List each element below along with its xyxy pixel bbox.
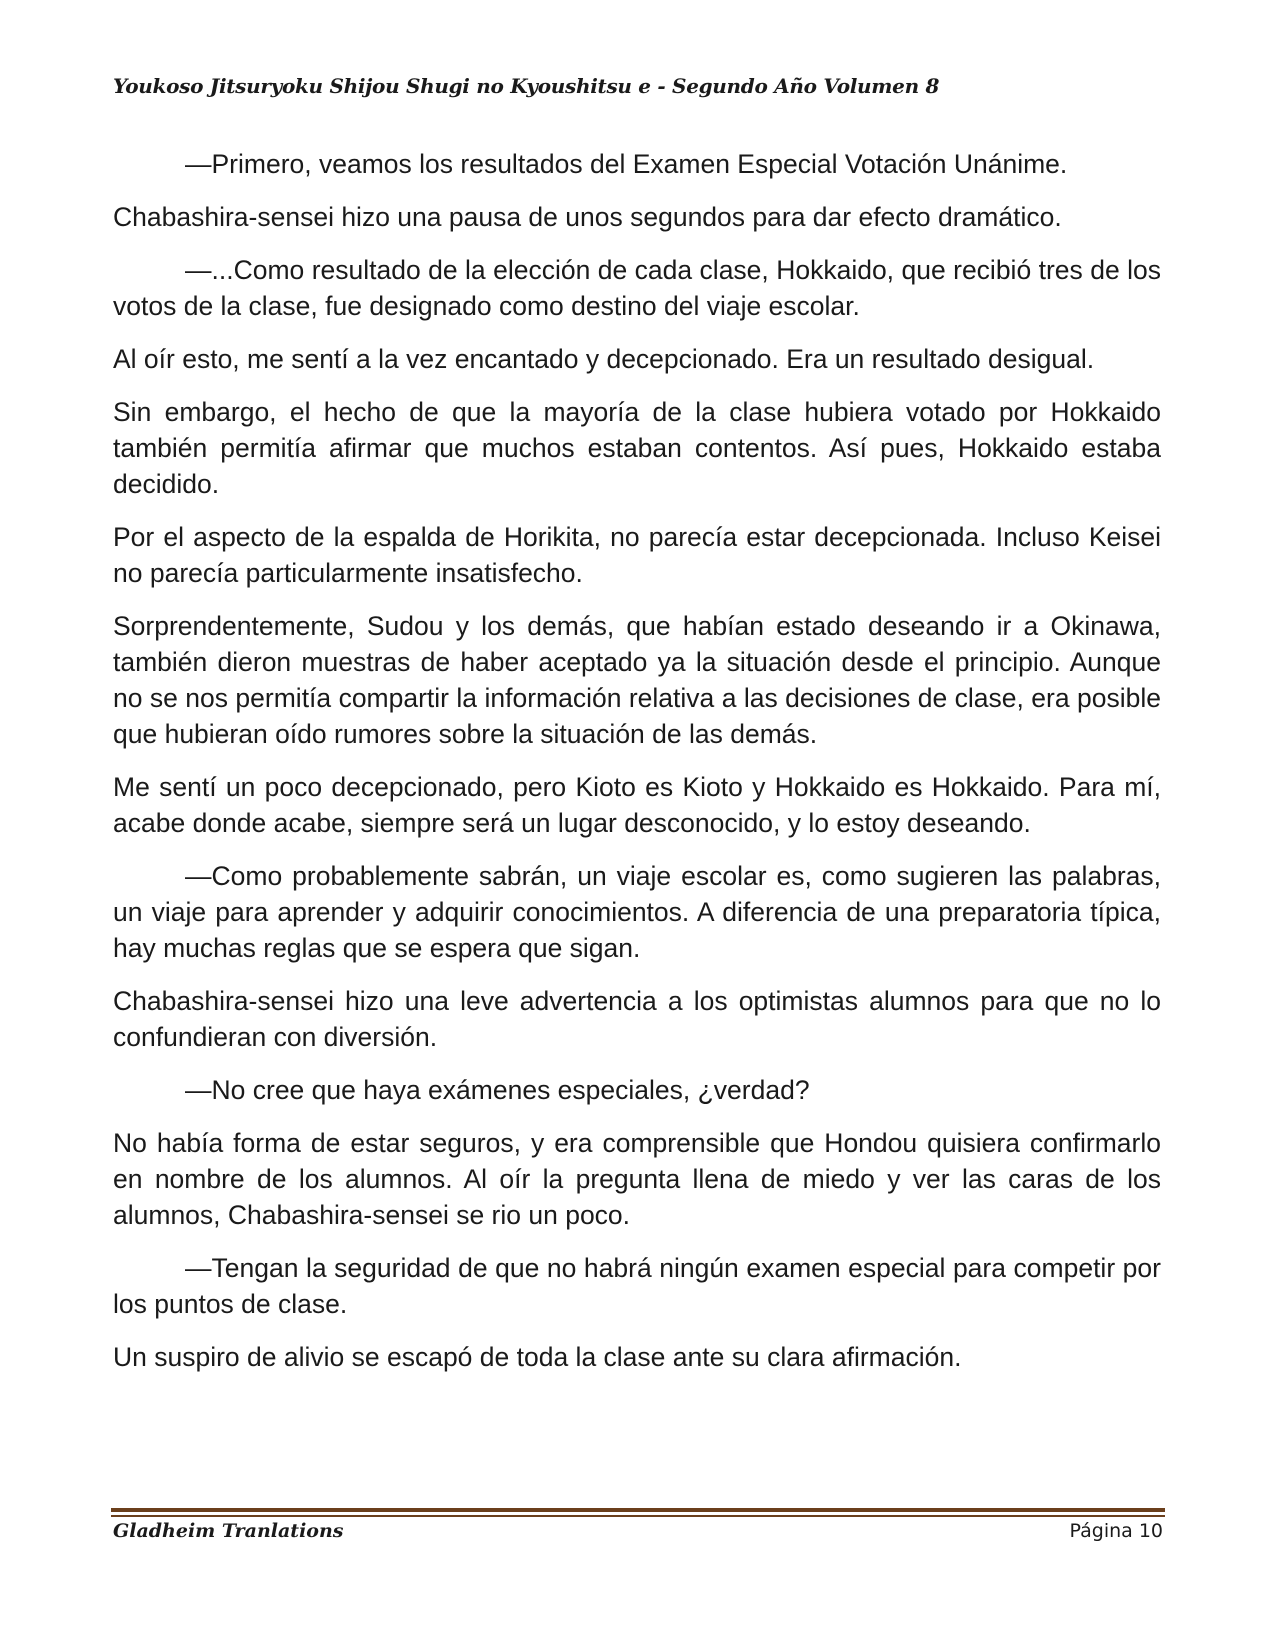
paragraph-14: Un suspiro de alivio se escapó de toda la clase ante su clara afirmación.: [113, 1342, 962, 1372]
footer-divider-thick: [111, 1508, 1165, 1512]
paragraph-10: Chabashira-sensei hizo una leve advertencia a los optimistas alumnos para que no lo confundieran con diversión.: [113, 986, 1161, 1052]
page-number: 10: [1138, 1520, 1163, 1542]
paragraph-2: Chabashira-sensei hizo una pausa de unos segundos para dar efecto dramático.: [113, 202, 1062, 232]
body-text: [113, 146, 1161, 1392]
paragraph-8: Me sentí un poco decepcionado, pero Kioto es Kioto y Hokkaido es Hokkaido. Para mí, acabe donde acabe, siempre será un lugar desconocido, y lo estoy deseando.: [113, 772, 1161, 838]
paragraph-3: —...Como resultado de la elección de cada clase, Hokkaido, que recibió tres de los votos de la clase, fue designado como destino del viaje escolar.: [113, 255, 1161, 321]
paragraph-7: Sorprendentemente, Sudou y los demás, que habían estado deseando ir a Okinawa, también dieron muestras de haber aceptado ya la situación desde el principio. Aunque no se nos permitía compartir la información relativa a las decisiones de clase, era posible que hubieran oído rumores sobre la situación de las demás.: [113, 611, 1161, 749]
paragraph-5: Sin embargo, el hecho de que la mayoría de la clase hubiera votado por Hokkaido también permitía afirmar que muchos estaban contentos. Así pues, Hokkaido estaba decidido.: [113, 397, 1161, 499]
paragraph-4: Al oír esto, me sentí a la vez encantado y decepcionado. Era un resultado desigual.: [113, 344, 1095, 374]
header-title: Youkoso Jitsuryoku Shijou Shugi no Kyoushitsu e - Segundo Año Volumen 8: [113, 74, 940, 98]
page-label: Página: [1069, 1520, 1133, 1542]
paragraph-12: No había forma de estar seguros, y era comprensible que Hondou quisiera confirmarlo en nombre de los alumnos. Al oír la pregunta llena de miedo y ver las caras de los alumnos, Chabashira-sensei se rio un poco.: [113, 1128, 1161, 1230]
paragraph-1: —Primero, veamos los resultados del Examen Especial Votación Unánime.: [185, 149, 1068, 179]
paragraph-13: —Tengan la seguridad de que no habrá ningún examen especial para competir por los puntos de clase.: [113, 1253, 1161, 1319]
footer-page: [1070, 1520, 1163, 1542]
paragraph-11: —No cree que haya exámenes especiales, ¿verdad?: [185, 1075, 810, 1105]
footer-divider-thin: [111, 1515, 1165, 1517]
footer-divider: [111, 1508, 1165, 1517]
paragraph-6: Por el aspecto de la espalda de Horikita, no parecía estar decepcionada. Incluso Keisei no parecía particularmente insatisfecho.: [113, 522, 1161, 588]
paragraph-9: —Como probablemente sabrán, un viaje escolar es, como sugieren las palabras, un viaje para aprender y adquirir conocimientos. A diferencia de una preparatoria típica, hay muchas reglas que se espera que sigan.: [113, 861, 1161, 963]
footer-translator: Gladheim Tranlations: [113, 1520, 344, 1542]
